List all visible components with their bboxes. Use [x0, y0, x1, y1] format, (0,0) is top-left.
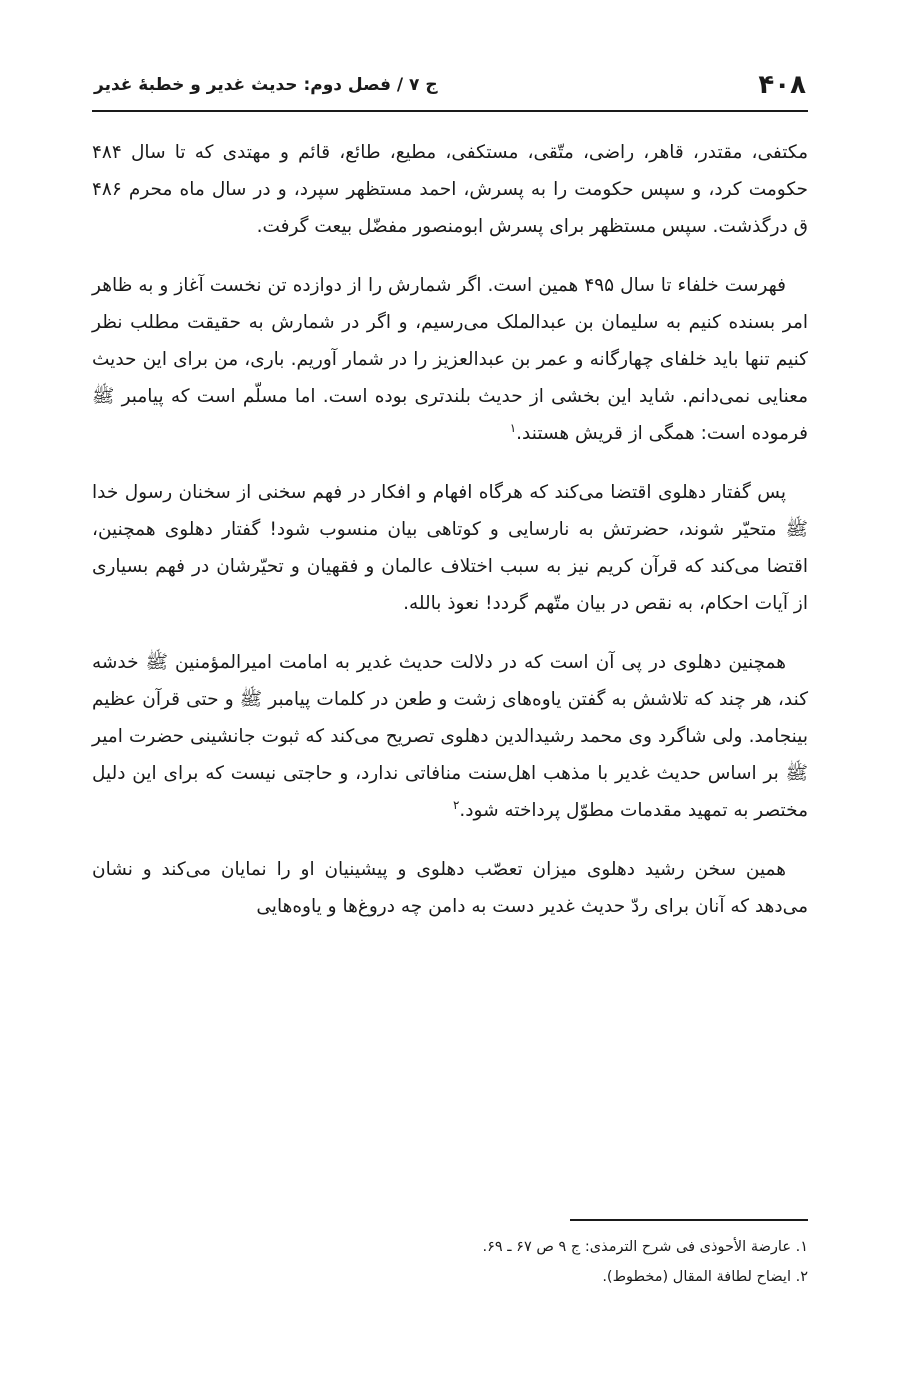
paragraph-text: پس گفتار دهلوی اقتضا می‌کند که هرگاه افهام و افکار در فهم سخنی از سخنان رسول خدا ﷺ متحیّر شوند، حضرتش به نارسایی و کوتاهی بیان منسوب شود! گفتار دهلوی همچنین، اقتضا می‌کند که قرآن کریم نیز به سبب اختلاف عالمان و فقهیان و تحیّرشان در فهم بسیاری از آیات احکام، به نقص در بیان متّهم گردد! نعوذ بالله. [92, 482, 808, 614]
paragraph [92, 474, 808, 622]
paragraph-text: مکتفی، مقتدر، قاهر، راضی، متّقی، مستکفی، مطیع، طائع، قائم و مهتدی که تا سال ۴۸۴ حکومت کرد، و سپس حکومت را به پسرش، احمد مستظهر سپرد، و در سال ماه محرم ۴۸۶ ق درگذشت. سپس مستظهر برای پسرش ابومنصور مفضّل بیعت گرفت. [92, 142, 808, 237]
footnotes [92, 1232, 808, 1292]
running-header [92, 60, 808, 112]
page-number: ۴۰۸ [758, 70, 806, 100]
body-text [92, 134, 808, 925]
paragraph-text: همچنین دهلوی در پی آن است که در دلالت حدیث غدیر به امامت امیرالمؤمنین ﷺ خدشه کند، هر چند که تلاشش به گفتن یاوه‌های زشت و طعن در کلمات پیامبر ﷺ و حتی قرآن عظیم بینجامد. ولی شاگرد وی محمد رشیدالدین دهلوی تصریح می‌کند که ثبوت جانشینی حضرت امیر ﷺ بر اساس حدیث غدیر با مذهب اهل‌سنت منافاتی ندارد، و حاجتی نیست که برای این دلیل مختصر به تمهید مقدمات مطوّل پرداخته شود. [92, 652, 808, 821]
footnote-item: ۲. ایضاح لطافة المقال (مخطوط). [602, 1269, 808, 1285]
footnote-reference[interactable]: ۱ [509, 420, 517, 435]
footnote-divider [570, 1219, 808, 1221]
paragraph-text: همین سخن رشید دهلوی میزان تعصّب دهلوی و پیشینیان او را نمایان می‌کند و نشان می‌دهد که آنان برای ردّ حدیث غدیر دست به دامن چه دروغ‌ها و یاوه‌هایی [92, 859, 808, 917]
page [92, 60, 808, 947]
footnote-item: ۱. عارضة الأحوذی فی شرح الترمذی: ج ۹ ص ۶۷ ـ ۶۹. [482, 1239, 808, 1255]
paragraph [92, 134, 808, 245]
running-title: ج ۷ / فصل دوم: حدیث غدیر و خطبهٔ غدیر [94, 75, 438, 95]
paragraph [92, 644, 808, 829]
paragraph [92, 851, 808, 925]
paragraph-text: فهرست خلفاء تا سال ۴۹۵ همین است. اگر شمارش را از دوازده تن نخست آغاز و به ظاهر امر بسنده کنیم به سلیمان بن عبدالملک می‌رسیم، و اگر در شمارش به حقیقت مطلب نظر کنیم تنها باید خلفای چهارگانه و عمر بن عبدالعزیز را در شمار آوریم. باری، من برای این حدیث معنایی نمی‌دانم. شاید این بخشی از حدیث بلندتری بوده است. اما مسلّم است که پیامبر ﷺ فرموده است: همگی از قریش هستند. [92, 275, 808, 444]
footnote-reference[interactable]: ۲ [452, 797, 460, 812]
paragraph [92, 267, 808, 452]
